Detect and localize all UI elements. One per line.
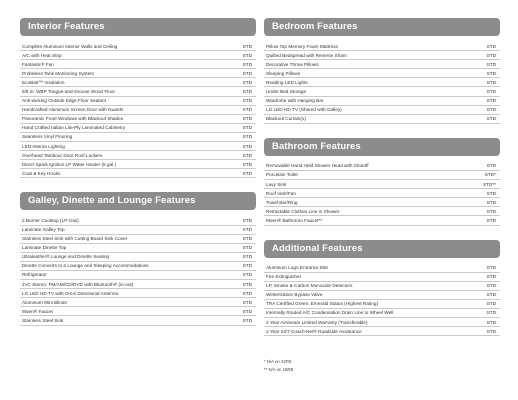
feature-status: STD (486, 88, 496, 94)
feature-status: STD (242, 98, 252, 104)
section-header: Additional Features (264, 240, 500, 258)
feature-status: STD (242, 70, 252, 76)
feature-status: STD (242, 61, 252, 67)
feature-row (20, 298, 256, 307)
feature-status: STD (242, 52, 252, 58)
feature-status: STD (486, 319, 496, 325)
feature-label: Fire Extinguisher (266, 274, 302, 280)
feature-status: STD (242, 43, 252, 49)
feature-label: A/C with Heat Strip (22, 52, 62, 58)
feature-label: Porcelain Toilet (266, 172, 298, 178)
feature-label: Coat & Key Hooks (22, 170, 61, 176)
feature-label: Aluminum Logo Entrance Mat (266, 265, 328, 270)
feature-status: STD** (482, 181, 496, 187)
additional-features-section (264, 240, 500, 337)
feature-row (20, 169, 256, 178)
feature-label: LP, Smoke & Carbon Monoxide Detectors (266, 283, 353, 289)
feature-status: STD (486, 163, 496, 169)
feature-status: STD (242, 308, 252, 314)
section-header: Interior Features (20, 18, 256, 36)
feature-label: Blackout Curtain(s) (266, 116, 306, 122)
feature-label: Retractable Clothes Line in Shower (266, 208, 340, 214)
feature-label: JVC Stereo: FM/AM/CD/DVD with Bluetooth® (in-out) (22, 281, 134, 287)
feature-label: 2 Year Airstream Limited Warranty (Transferable) (266, 319, 368, 325)
feature-status: STD (242, 272, 252, 278)
feature-status: STD (486, 292, 496, 298)
feature-label: Decorative Throw Pillows (266, 61, 319, 67)
feature-label: Sleeping Pillows (266, 70, 301, 76)
feature-status: STD (242, 254, 252, 260)
feature-status: STD (486, 265, 496, 270)
feature-label: LG LED HD TV with Omni Directional Antenna (22, 290, 119, 296)
feature-label: Roof Vent/Fan (266, 190, 296, 196)
feature-label: Quilted Bedspread with Reverse Sham (266, 52, 347, 58)
feature-label: Internally Routed A/C Condensation Drain Line to Wheel Well (266, 310, 394, 316)
feature-status: STD (486, 310, 496, 316)
feature-label: Ultraleather® Lounge and Dinette Seating (22, 254, 110, 260)
feature-label: Moen® Bathroom Faucet** (266, 217, 323, 223)
feature-row (264, 115, 500, 124)
feature-status: STD (242, 290, 252, 296)
feature-status: STD (486, 283, 496, 289)
feature-label: Stainless Steel Sink with Cutting Board Sink Cover (22, 236, 128, 242)
feature-status: STD (486, 70, 496, 76)
feature-status: STD (242, 107, 252, 113)
feature-label: Lavy Sink (266, 181, 287, 187)
feature-label: Handcrafted Aluminum Screen Door with Guards (22, 107, 124, 113)
feature-status: STD (486, 61, 496, 67)
feature-row (264, 189, 500, 198)
interior-features-section (20, 18, 256, 178)
feature-label: 2 Year 24/7 Coach-Net® Roadside Assistance (266, 328, 362, 334)
feature-label: Moen® Faucet (22, 308, 53, 314)
feature-label: Aluminum Mini Blinds (22, 299, 67, 305)
feature-row (264, 216, 500, 225)
feature-status: STD (242, 88, 252, 94)
bedroom-features-section (264, 18, 500, 124)
feature-label: 2 Burner Cooktop (LP Gas) (22, 217, 79, 223)
feature-label: Under Bed Storage (266, 88, 307, 94)
feature-status: STD (486, 98, 496, 104)
feature-status: STD (486, 79, 496, 85)
feature-label: Towel Bar/Ring (266, 199, 298, 205)
feature-status: STD (242, 116, 252, 122)
feature-status: STD (242, 125, 252, 131)
feature-status: STD (486, 301, 496, 307)
feature-label: Anti-wicking Outside Edge Floor Sealant (22, 98, 106, 104)
left-column (20, 18, 256, 340)
feature-status: STD (242, 152, 252, 158)
feature-status: STD (486, 199, 496, 205)
feature-label: Stainless Steel Sink (22, 317, 64, 323)
footnote: ** N/A on 16RB (264, 367, 294, 373)
feature-label: 5/8 in. WBP Tongue-and-Groove Wood Floor (22, 88, 116, 94)
section-header: Bathroom Features (264, 138, 500, 156)
footnotes (264, 358, 500, 374)
feature-status: STD (486, 107, 496, 113)
feature-row (20, 316, 256, 325)
feature-status: STD (242, 217, 252, 223)
section-header: Bedroom Features (264, 18, 500, 36)
feature-label: Pillow Top Memory Foam Mattress (266, 43, 338, 49)
feature-label: Probeless Tank Monitoring System (22, 70, 95, 76)
section-header: Galley, Dinette and Lounge Features (20, 192, 256, 210)
feature-label: Complete Aluminum Interior Walls and Ceiling (22, 43, 118, 49)
feature-status: STD (242, 170, 252, 176)
feature-label: Panoramic Front Windows with Blackout Shades (22, 116, 124, 122)
feature-status: STD (242, 161, 252, 167)
feature-status: STD (486, 52, 496, 58)
feature-label: Dinette Converts to a Lounge and Sleeping Accommodations (22, 263, 149, 269)
galley-dinette-and-lounge-features-section (20, 192, 256, 325)
feature-label: Hand Crafted Italian Lite-Ply Laminated Cabinetry (22, 125, 126, 131)
feature-label: LG LED HD TV (Shared with Galley) (266, 107, 342, 113)
bathroom-features-section (264, 138, 500, 226)
feature-row (264, 171, 500, 180)
feature-label: Direct Spark Ignition LP Water Heater (6 gal.) (22, 161, 117, 167)
feature-label: Seamless Vinyl Flooring (22, 134, 73, 140)
feature-label: Laminate Galley Top (22, 227, 65, 232)
footnote: * N/A on 22FB (264, 359, 292, 365)
feature-status: STD (242, 143, 252, 149)
feature-label: Removable Hand Held Shower Head with Shutoff (266, 163, 369, 169)
feature-status: STD (242, 245, 252, 251)
feature-status: STD (486, 190, 496, 196)
right-column (264, 18, 500, 374)
feature-status: STD (486, 116, 496, 122)
feature-label: Refrigerator (22, 272, 47, 278)
feature-status: STD (486, 328, 496, 334)
feature-status: STD (242, 317, 252, 323)
feature-label: Overhead Tambour Door Roof Lockers (22, 152, 103, 158)
feature-label: Fantastic® Fan (22, 61, 54, 67)
feature-label: Reading LED Lights (266, 79, 308, 85)
feature-label: Laminate Dinette Top (22, 245, 67, 251)
feature-status: STD (486, 274, 496, 280)
feature-status: STD (242, 227, 252, 232)
feature-label: Wardrobe with Hanging Bar (266, 98, 324, 104)
feature-label: Winterization Bypass Valve (266, 292, 323, 298)
feature-label: LED Interior Lighting (22, 143, 65, 149)
feature-row (264, 180, 500, 189)
feature-status: STD* (484, 172, 496, 178)
feature-status: STD (242, 263, 252, 269)
feature-status: STD (486, 43, 496, 49)
feature-status: STD (242, 281, 252, 287)
feature-status: STD (242, 134, 252, 140)
feature-row (264, 162, 500, 171)
feature-label: EcoBatt™ Insulation (22, 79, 65, 85)
feature-status: STD (242, 236, 252, 242)
feature-row (20, 262, 256, 271)
feature-status: STD (486, 208, 496, 214)
feature-status: STD (242, 79, 252, 85)
feature-label: TRA Certified Green: Emerald Status (Highest Rating) (266, 301, 379, 307)
feature-row (264, 327, 500, 336)
feature-status: STD (242, 299, 252, 305)
feature-status: STD (486, 217, 496, 223)
feature-row (20, 51, 256, 60)
